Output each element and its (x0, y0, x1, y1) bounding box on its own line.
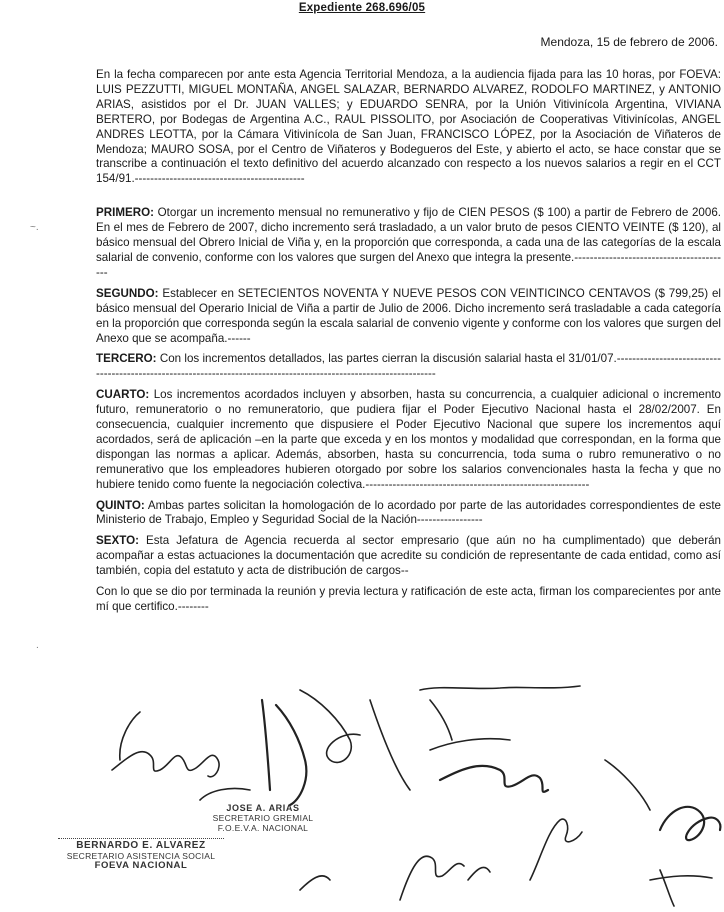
clause-label: CUARTO: (96, 388, 150, 402)
signature-4 (440, 766, 548, 792)
clause-text: Establecer en SETECIENTOS NOVENTA Y NUEVE PESOS CON VEINTICINCO CENTAVOS ($ 799,25) el básico mensual del Operario Inicial de Viña a partir de Julio de 2006. Dicho incremento será trasladable a cada categoría en la proporción que corresponda según la escala salarial de convenio vigente y conforme con los valores que surgen del Anexo que se acompaña.------ (96, 286, 721, 345)
clause-segundo (96, 287, 721, 347)
signature-6 (400, 856, 490, 900)
stamp-role: SECRETARIO GREMIAL (212, 813, 314, 823)
clause-label: SEGUNDO: (96, 286, 159, 300)
signature-line (58, 838, 224, 839)
expediente-title: Expediente 268.696/05 (298, 2, 426, 14)
clause-label: QUINTO: (96, 498, 145, 512)
stamp-role: SECRETARIO ASISTENCIA SOCIAL (66, 851, 216, 861)
clause-cuarto (96, 388, 721, 492)
margin-mark: . (36, 640, 39, 651)
clause-primero (96, 206, 721, 281)
clause-text: Ambas partes solicitan la homologación de lo acordado por parte de las autoridades correspondientes de este Ministerio de Trabajo, Empleo y Seguridad Social de la Nación----------------- (96, 498, 721, 527)
clause-sexto (96, 534, 721, 579)
signature-2 (262, 700, 306, 805)
clause-text: Otorgar un incremento mensual no remunerativo y fijo de CIEN PESOS ($ 100) a partir de Febrero de 2006. En el mes de Febrero de 2007, dicho incremento será trasladado, a un valor bruto de pesos CIENTO VEINTE ($ 120), al básico mensual del Obrero Inicial de Viña y, en la proporción que corresponda, a cada una de las categorías de la escala salarial de convenio, conforme con los valores que surgen del Anexo que integra la presente.----------------------------------------- (96, 206, 721, 279)
clause-text: Esta Jefatura de Agencia recuerda al sector empresario (que aún no ha cumplimentado) que deberán acompañar a estas actuaciones la documentación que acredite su condición de representante de cada entidad, como así también, copia del estatuto y acta de distribución de cargos-- (96, 534, 721, 578)
stamp-name: BERNARDO E. ALVAREZ (76, 840, 206, 851)
stamp-jose-arias (203, 803, 323, 833)
stamp-org: F.O.E.V.A. NACIONAL (217, 823, 309, 833)
stamp-name: JOSE A. ARIAS (226, 803, 300, 813)
signature-5 (660, 807, 720, 840)
intro-paragraph: En la fecha comparecen por ante esta Agencia Territorial Mendoza, a la audiencia fijada para las 10 horas, por FOEVA: LUIS PEZZUTTI, MIGUEL MONTAÑA, ANGEL SALAZAR, BERNARDO ALVAREZ, RODOLFO MARTINEZ, y ANTONIO ARIAS, asistidos por el Dr. JUAN VALLES; y EDUARDO SENRA, por la Unión Vitivinícola Argentina, VIVIANA BERTERO, por Bodegas de Argentina A.C., RAUL PISSOLITO, por Asociación de Cooperativas Vitivinícolas, ANGEL ANDRES LEOTTA, por la Cámara Vitivinícola de San Juan, FRANCISCO LÓPEZ, por la Asociación de Viñateros de Mendoza; MAURO SOSA, por el Centro de Viñateros y Bodegueros del Este, y abierto el acto, se hace constar que se transcribe a continuación el texto definitivo del acuerdo alcanzado con respecto a los nuevos salarios a regir en el CCT 154/91.-------------------------------------------- (96, 68, 721, 186)
clause-label: TERCERO: (96, 352, 157, 366)
document-body (96, 68, 721, 615)
place-date: Mendoza, 15 de febrero de 2006. (540, 35, 718, 49)
clause-quinto (96, 499, 721, 529)
stamp-org: FOEVA NACIONAL (94, 860, 188, 871)
clause-text: Los incrementos acordados incluyen y absorben, hasta su concurrencia, a cualquier adicional o incremento futuro, remuneratorio o no remuneratorio, que pudiera fijar el Poder Ejecutivo Nacional hasta el 28/02/2007. En consecuencia, cualquier incremento que dispusiere el Poder Ejecutivo Nacional que supere los incrementos aquí acordados, será de aplicación –en la parte que exceda y en los montos y modalidad que correspondan, en la forma que dispongan las normas a aplicar. Además, absorben, hasta su concurrencia, toda suma o rubro remunerativo o no remunerativo que los empleadores hubieren otorgado por sobre los salarios convencionales hasta la fecha y que no hubiere tenido como fuente la negociación colectiva.---------------------------------------------------------- (96, 388, 721, 491)
signature-1 (112, 752, 219, 777)
clause-label: SEXTO: (96, 534, 139, 548)
closing-paragraph: Con lo que se dio por terminada la reunión y previa lectura y ratificación de este acta, firman los comparecientes por ante mí que certifico.-------- (96, 585, 721, 613)
clause-tercero (96, 352, 721, 382)
clause-label: PRIMERO: (96, 206, 154, 220)
margin-mark: ~. (30, 222, 39, 233)
stamp-bernardo-alvarez (52, 838, 230, 871)
clause-text: Con los incrementos detallados, las partes cierran la discusión salarial hasta el 31/01/07.------------------------------------------------------------------------------------------------------------------- (96, 352, 721, 381)
signature-3 (420, 686, 580, 740)
